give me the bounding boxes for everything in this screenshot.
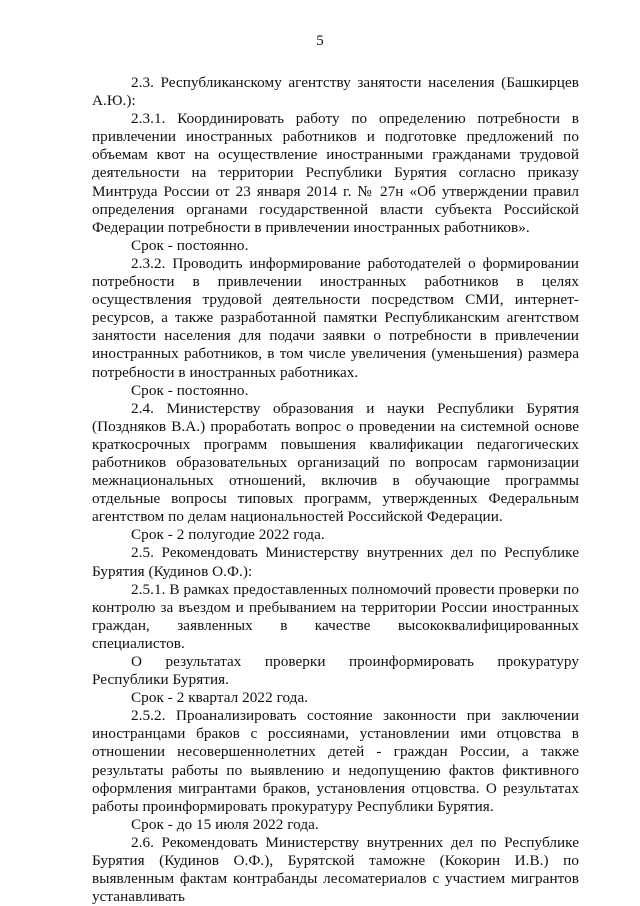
paragraph-2-5-1-report: О результатах проверки проинформировать прокуратуру Республики Бурятия. (92, 653, 579, 689)
paragraph-2-3-1: 2.3.1. Координировать работу по определению потребности в привлечении иностранных работников и подготовке предложений по объемам квот на осуществление иностранными гражданами трудовой деятельности на территории Республики Бурятия согласно приказу Минтруда России от 23 января 2014 г. № 27н «Об утверждении правил определения органами государственной власти субъекта Российской Федерации потребности в привлечении иностранных работников». (92, 110, 579, 236)
deadline-2-5-2: Срок - до 15 июля 2022 года. (131, 815, 319, 833)
deadline-2-3-2: Срок - постоянно. (131, 381, 249, 399)
paragraph-2-5-1: 2.5.1. В рамках предоставленных полномочий провести проверки по контролю за въездом и пребыванием на территории России иностранных граждан, заявленных в качестве высококвалифицированных специалистов. (92, 580, 579, 652)
deadline-2-4: Срок - 2 полугодие 2022 года. (131, 526, 325, 544)
page-number: 5 (316, 33, 324, 49)
paragraph-2-5-2: 2.5.2. Проанализировать состояние законности при заключении иностранцами браков с россиянами, установлении ими отцовства в отношении несовершеннолетних детей - граждан России, а также результаты работы по выявлению и недопущению фактов фиктивного оформления мигрантами браков, установления отцовства. О результатах работы проинформировать прокуратуру Республики Бурятия. (92, 707, 579, 815)
paragraph-2-6: 2.6. Рекомендовать Министерству внутренних дел по Республике Бурятия (Кудинов О.Ф.), Бурятской таможне (Кокорин И.В.) по выявленным фактам контрабанды лесоматериалов с участием мигрантов устанавливать (92, 833, 579, 906)
paragraph-2-3-2: 2.3.2. Проводить информирование работодателей о формировании потребности в привлечении иностранных работников в целях осуществления трудовой деятельности посредством СМИ, интернет-ресурсов, а также разработанной памятки Республиканским агентством занятости населения для подачи заявки о потребности в привлечении иностранных работников, в том числе увеличения (уменьшения) размера потребности в иностранных работниках. (92, 254, 579, 381)
deadline-2-3-1: Срок - постоянно. (131, 236, 249, 254)
document-body (92, 74, 579, 906)
paragraph-2-3: 2.3. Республиканскому агентству занятости населения (Башкирцев А.Ю.): (92, 74, 579, 110)
deadline-2-5-1: Срок - 2 квартал 2022 года. (131, 689, 309, 707)
paragraph-2-4: 2.4. Министерству образования и науки Республики Бурятия (Поздняков В.А.) проработать вопрос о проведении на системной основе краткосрочных программ повышения квалификации педагогических работников образовательных организаций по вопросам гармонизации межнациональных отношений, включив в обучающие программы отдельные вопросы типовых программ, утвержденных Федеральным агентством по делам национальностей Российской Федерации. (92, 399, 579, 526)
paragraph-2-5: 2.5. Рекомендовать Министерству внутренних дел по Республике Бурятия (Кудинов О.Ф.): (92, 544, 579, 580)
